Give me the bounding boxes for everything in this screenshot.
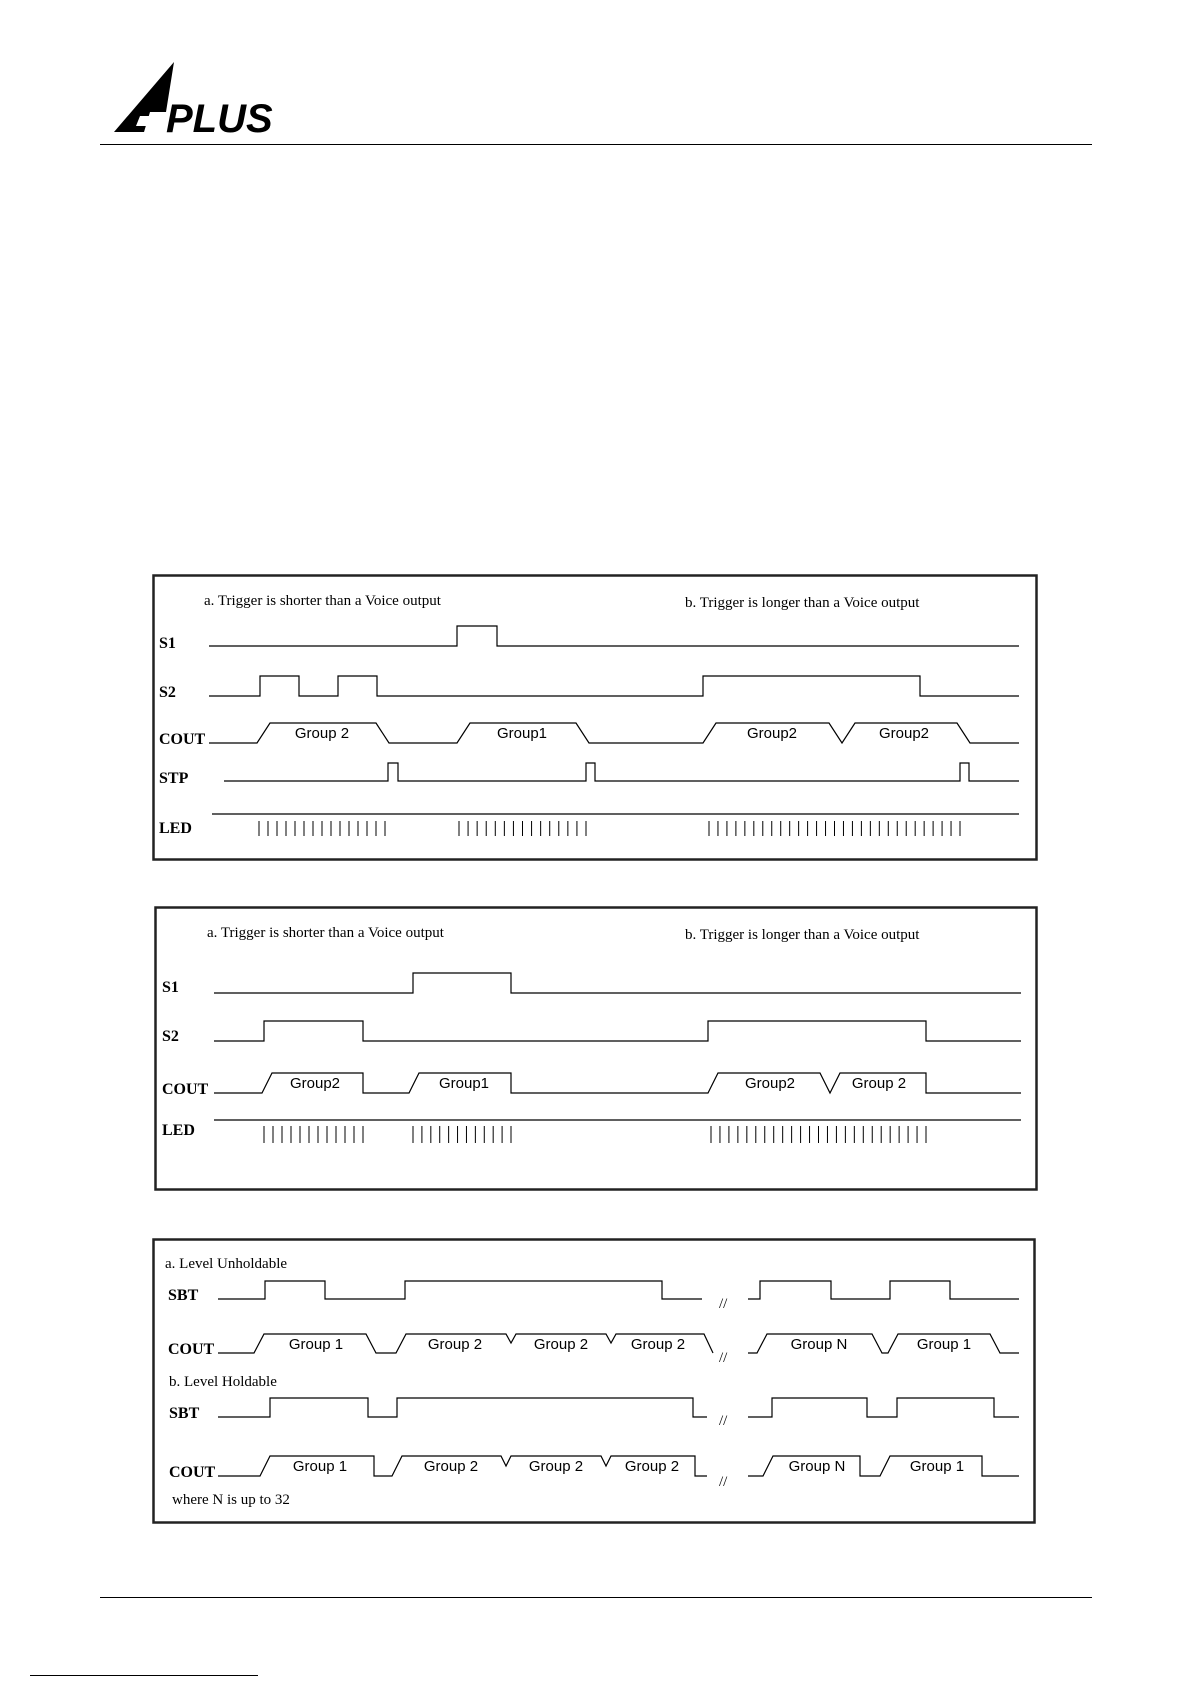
caption-b: b. Trigger is longer than a Voice output bbox=[685, 595, 920, 611]
label-cout-b: COUT bbox=[169, 1464, 216, 1481]
group-label: Group1 bbox=[438, 1075, 490, 1092]
caption-a: a. Level Unholdable bbox=[165, 1256, 288, 1272]
caption-a: a. Trigger is shorter than a Voice output bbox=[204, 593, 441, 609]
group-label: Group 2 bbox=[294, 725, 350, 742]
label-sbt-a: SBT bbox=[168, 1287, 199, 1304]
caption-b: b. Level Holdable bbox=[169, 1374, 277, 1390]
group-label: Group 1 bbox=[916, 1336, 972, 1353]
group-label: Group N bbox=[788, 1458, 846, 1475]
label-stp: STP bbox=[159, 770, 189, 787]
group-label: Group1 bbox=[496, 725, 548, 742]
label-led: LED bbox=[162, 1122, 195, 1139]
header-rule bbox=[100, 144, 1092, 145]
break-mark: // bbox=[719, 1350, 728, 1366]
group-label: Group 1 bbox=[909, 1458, 965, 1475]
group-label: Group2 bbox=[746, 725, 798, 742]
led-pulses-group-3 bbox=[711, 1126, 926, 1143]
wave-s1 bbox=[209, 626, 1019, 646]
group-label: Group 1 bbox=[288, 1336, 344, 1353]
label-s1: S1 bbox=[162, 979, 179, 996]
timing-diagram-no-stp bbox=[154, 906, 1038, 1191]
break-mark: // bbox=[719, 1296, 728, 1312]
wave-s2 bbox=[209, 676, 1019, 696]
break-mark: // bbox=[719, 1413, 728, 1429]
group-label: Group 2 bbox=[533, 1336, 589, 1353]
diagram-frame bbox=[154, 1240, 1035, 1523]
break-mark: // bbox=[719, 1474, 728, 1490]
group-label: Group 2 bbox=[851, 1075, 907, 1092]
group-label: Group2 bbox=[744, 1075, 796, 1092]
group-label: Group 2 bbox=[624, 1458, 680, 1475]
group-label: Group 2 bbox=[423, 1458, 479, 1475]
wave-cout-a-cont bbox=[748, 1334, 1019, 1353]
led-pulses-group-3 bbox=[709, 821, 960, 836]
footer-rule bbox=[100, 1597, 1092, 1598]
group-label: Group 2 bbox=[630, 1336, 686, 1353]
logo-wordmark: PLUS bbox=[166, 97, 273, 138]
wave-stp bbox=[224, 763, 1019, 781]
wave-s1 bbox=[214, 973, 1021, 993]
label-cout-a: COUT bbox=[168, 1341, 215, 1358]
diagram-frame bbox=[154, 576, 1037, 860]
wave-sbt-a-cont bbox=[748, 1281, 1019, 1299]
group-label: Group 1 bbox=[292, 1458, 348, 1475]
caption-a: a. Trigger is shorter than a Voice output bbox=[207, 925, 444, 941]
wave-sbt-a bbox=[218, 1281, 702, 1299]
led-pulses-group-2 bbox=[413, 1126, 511, 1143]
wave-s2 bbox=[214, 1021, 1021, 1041]
timing-diagram-stp bbox=[152, 574, 1038, 861]
wave-sbt-b bbox=[218, 1398, 707, 1417]
group-label: Group N bbox=[790, 1336, 848, 1353]
wave-sbt-b-cont bbox=[748, 1398, 1019, 1417]
group-label: Group 2 bbox=[427, 1336, 483, 1353]
timing-diagram-level-hold bbox=[152, 1238, 1036, 1524]
diagram-frame bbox=[156, 908, 1037, 1190]
page-edge-line bbox=[30, 1675, 258, 1676]
aplus-logo bbox=[110, 60, 290, 138]
caption-b: b. Trigger is longer than a Voice output bbox=[685, 927, 920, 943]
label-sbt-b: SBT bbox=[169, 1405, 200, 1422]
label-cout: COUT bbox=[159, 731, 206, 748]
led-pulses-group-1 bbox=[259, 821, 385, 836]
label-s2: S2 bbox=[162, 1028, 179, 1045]
group-label: Group2 bbox=[878, 725, 930, 742]
group-label: Group2 bbox=[289, 1075, 341, 1092]
group-label: Group 2 bbox=[528, 1458, 584, 1475]
label-s1: S1 bbox=[159, 635, 176, 652]
led-pulses-group-2 bbox=[459, 821, 586, 836]
label-led: LED bbox=[159, 820, 192, 837]
footnote: where N is up to 32 bbox=[172, 1492, 290, 1508]
label-cout: COUT bbox=[162, 1081, 209, 1098]
led-pulses-group-1 bbox=[264, 1126, 363, 1143]
label-s2: S2 bbox=[159, 684, 176, 701]
